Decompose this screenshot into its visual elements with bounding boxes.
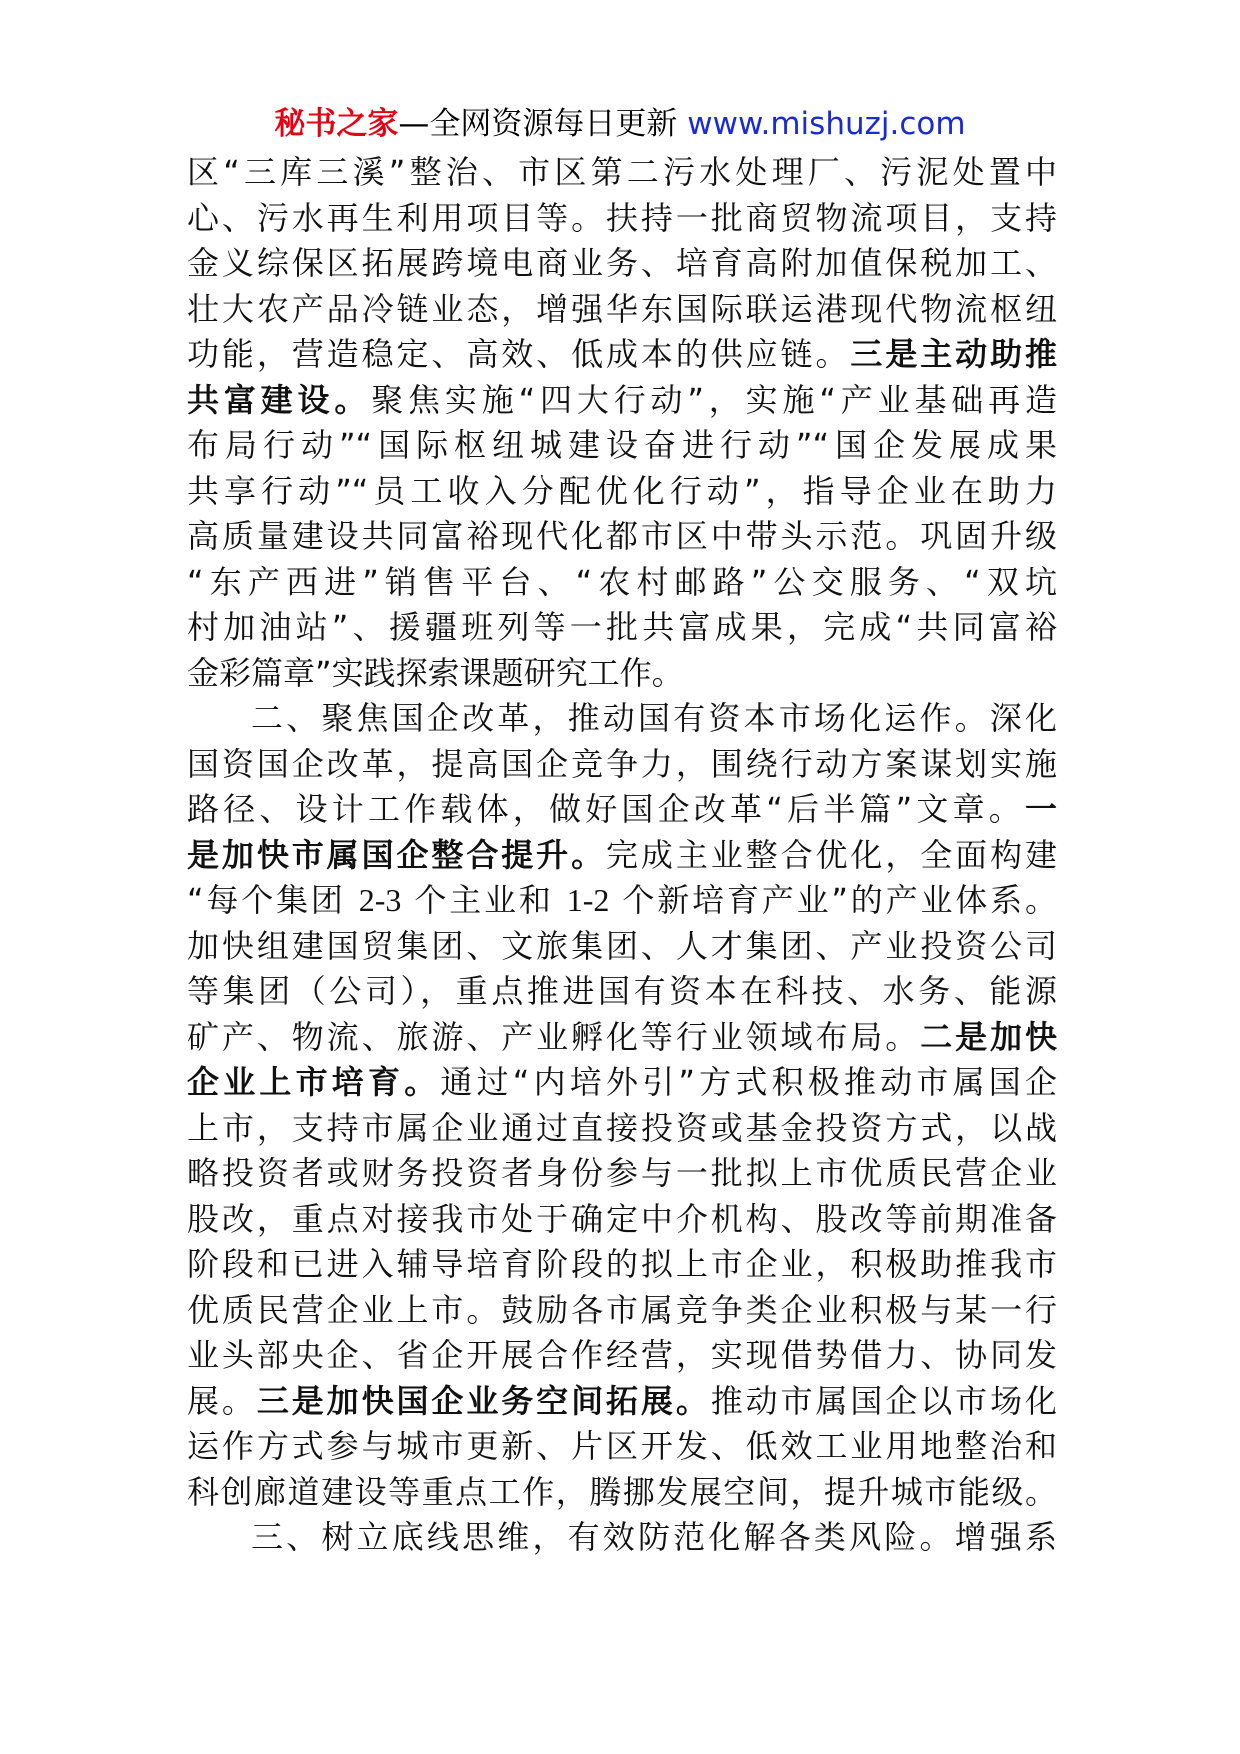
body-text: 心、污水再生利用项目等。扶持一批商贸物流项目，支持 — [187, 198, 1057, 237]
body-text: 业头部央企、省企开展合作经营，实现借势借力、协同发 — [187, 1336, 1057, 1374]
text-line — [187, 469, 1057, 515]
text-line — [187, 878, 1057, 924]
bold-heading-text: 是加快市属国企整合提升。 — [187, 835, 606, 874]
text-line — [187, 1288, 1057, 1334]
text-line — [187, 924, 1057, 970]
page-header — [0, 100, 1240, 148]
body-text: 2-3 — [358, 882, 402, 918]
text-line — [187, 1470, 1057, 1516]
body-text: 金义综保区拓展跨境电商业务、培育高附加值保税加工、 — [187, 244, 1057, 282]
text-line — [187, 287, 1057, 333]
text-line — [187, 1379, 1057, 1425]
body-text: 个新培育产业”的产业体系。 — [609, 881, 1057, 919]
text-line — [187, 969, 1057, 1015]
text-line — [187, 1333, 1057, 1379]
body-text: 村加油站”、援疆班列等一批共富成果，完成“共同富裕 — [187, 608, 1057, 646]
body-text: 聚焦实施“四大行动”，实施“产业基础再造 — [371, 380, 1057, 419]
bold-heading-text: 二是加快 — [920, 1017, 1057, 1056]
text-line — [187, 1424, 1057, 1470]
paragraph-start-line — [187, 696, 1057, 742]
body-text: 共享行动”“员工收入分配优化行动”，指导企业在助力 — [187, 471, 1057, 510]
paragraph-start-line — [187, 1515, 1057, 1561]
body-text: 区“三库三溪”整治、市区第二污水处理厂、污泥处置中 — [187, 153, 1057, 191]
site-url-link[interactable]: www.mishuzj.com — [687, 106, 966, 142]
body-text: 金彩篇章”实践探索课题研究工作。 — [187, 653, 684, 692]
bold-heading-text: 企业上市培育。 — [187, 1063, 441, 1101]
text-line — [187, 1015, 1057, 1061]
body-text: 股改，重点对接我市处于确定中介机构、股改等前期准备 — [187, 1199, 1057, 1238]
body-text: 加快组建国贸集团、文旅集团、人才集团、产业投资公司 — [187, 926, 1057, 965]
body-text: 功能，营造稳定、高效、低成本的供应链。 — [187, 335, 851, 373]
text-line — [187, 332, 1057, 378]
body-text: 壮大农产品冷链业态，增强华东国际联运港现代物流枢纽 — [187, 289, 1057, 328]
body-text: 等集团（公司），重点推进国有资本在科技、水务、能源 — [187, 972, 1057, 1010]
body-text: 1-2 — [566, 882, 610, 918]
body-text: “东产西进”销售平台、“农村邮路”公交服务、“双坑 — [187, 562, 1057, 601]
text-line — [187, 833, 1057, 879]
text-line — [187, 196, 1057, 242]
body-text: 二、聚焦国企改革，推动国有资本市场化运作。深化 — [251, 699, 1057, 737]
document-body — [187, 150, 1057, 1561]
body-text: 上市，支持市属企业通过直接投资或基金投资方式，以战 — [187, 1108, 1057, 1147]
body-text: 阶段和已进入辅导培育阶段的拟上市企业，积极助推我市 — [187, 1245, 1057, 1283]
body-text: “每个集团 — [187, 881, 359, 919]
body-text: 个主业和 — [401, 881, 567, 919]
header-tagline: —全网资源每日更新 — [398, 106, 678, 142]
bold-heading-text: 三是加快国企业务空间拓展。 — [256, 1381, 711, 1420]
body-text: 展。 — [187, 1381, 257, 1420]
bold-heading-text: 共富建设。 — [187, 380, 372, 419]
body-text: 高质量建设共同富裕现代化都市区中带头示范。巩固升级 — [187, 517, 1057, 555]
text-line — [187, 1060, 1057, 1106]
bold-heading-text: 一 — [1024, 790, 1057, 828]
text-line — [187, 423, 1057, 469]
text-line — [187, 1242, 1057, 1288]
body-text: 布局行动”“国际枢纽城建设奋进行动”“国企发展成果 — [187, 426, 1057, 464]
body-text: 科创廊道建设等重点工作，腾挪发展空间，提升城市能级。 — [187, 1472, 1057, 1511]
text-line — [187, 378, 1057, 424]
body-text: 推动市属国企以市场化 — [710, 1381, 1057, 1420]
text-line — [187, 150, 1057, 196]
body-text: 略投资者或财务投资者身份参与一批拟上市优质民营企业 — [187, 1154, 1057, 1192]
text-line — [187, 605, 1057, 651]
text-line — [187, 514, 1057, 560]
body-text: 运作方式参与城市更新、片区开发、低效工业用地整治和 — [187, 1427, 1057, 1465]
text-line — [187, 787, 1057, 833]
text-line — [187, 1197, 1057, 1243]
body-text: 通过“内培外引”方式积极推动市属国企 — [440, 1063, 1057, 1101]
text-line — [187, 560, 1057, 606]
text-line — [187, 1106, 1057, 1152]
body-text: 矿产、物流、旅游、产业孵化等行业领域布局。 — [187, 1017, 921, 1056]
brand-name: 秘书之家 — [274, 106, 399, 142]
body-text: 优质民营企业上市。鼓励各市属竞争类企业积极与某一行 — [187, 1290, 1057, 1329]
body-text: 三、树立底线思维，有效防范化解各类风险。增强系 — [251, 1518, 1057, 1556]
text-line — [187, 1151, 1057, 1197]
body-text: 国资国企改革，提高国企竞争力，围绕行动方案谋划实施 — [187, 744, 1057, 783]
bold-heading-text: 三是主动助推 — [850, 335, 1057, 373]
text-line — [187, 241, 1057, 287]
text-line — [187, 742, 1057, 788]
body-text: 完成主业整合优化，全面构建 — [606, 835, 1057, 874]
body-text: 路径、设计工作载体，做好国企改革“后半篇”文章。 — [187, 790, 1025, 828]
text-line — [187, 651, 1057, 697]
